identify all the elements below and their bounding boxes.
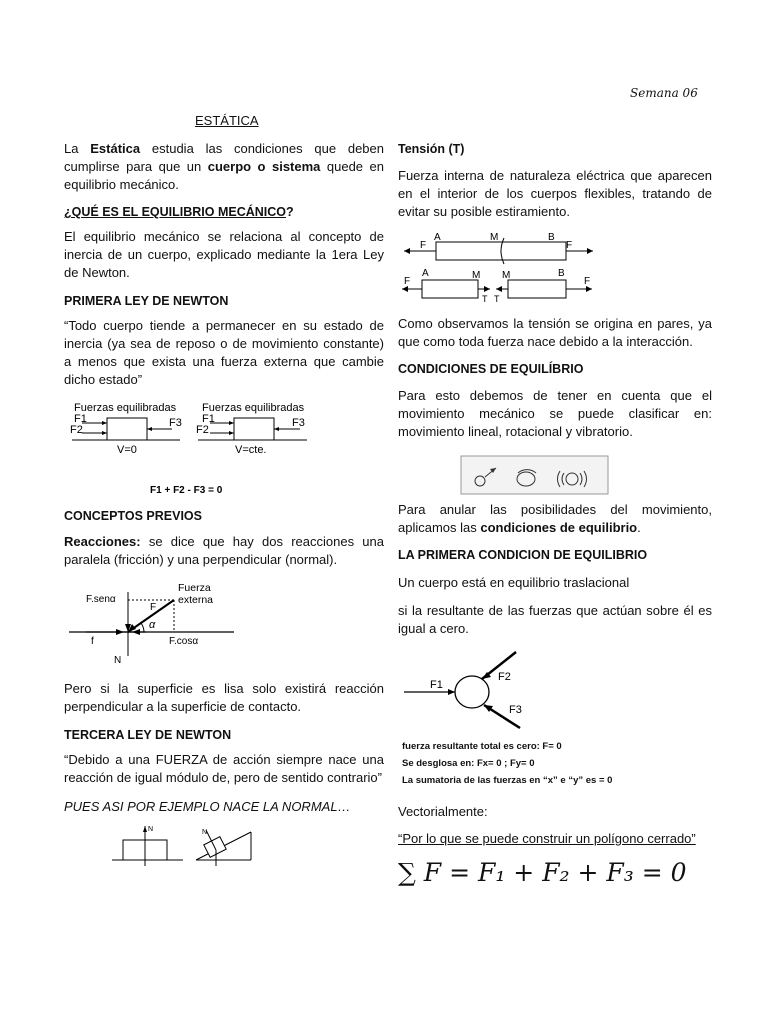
newton3-heading: TERCERA LEY DE NEWTON (64, 728, 232, 742)
fig4-m-1: M (490, 232, 499, 243)
week-label: Semana 06 (630, 86, 698, 100)
fig5-f2: F2 (498, 671, 511, 683)
page-title: ESTÁTICA (195, 113, 259, 128)
fig3-n1: N (148, 826, 154, 833)
cancel-paragraph: Para anular las posibilidades del movimiento, aplicamos las condiciones de equilibrio. (398, 502, 712, 535)
fig4-m-2: M (472, 270, 481, 281)
note-line-1: fuerza resultante total es cero: F= 0 (402, 741, 562, 752)
fig5-f1: F1 (430, 679, 443, 691)
fig2-f: F (150, 602, 157, 613)
newton1-paragraph: “Todo cuerpo tiende a permanecer en su estado de inercia (ya sea de reposo o de movimiento constante) a menos que exista una fuerza externa que cambie dicho estado” (64, 318, 384, 387)
equilibrium-paragraph: El equilibrio mecánico se relaciona al concepto de inercia de un cuerpo, explicado mediante la 1era Ley de Newton. (64, 229, 384, 280)
fig2-friction: f (91, 636, 94, 647)
fig4-t-1: T (482, 294, 488, 304)
fig4-f-3: F (404, 276, 411, 287)
fig2-externa: externa (178, 594, 214, 606)
polygon-statement: “Por lo que se puede construir un polígono cerrado” (398, 831, 696, 846)
question-heading: ¿QUÉ ES EL EQUILIBRIO MECÁNICO? (64, 205, 294, 219)
fig1-label-1: Fuerzas equilibradas (74, 402, 177, 414)
fig1-f3-b: F3 (292, 417, 305, 429)
fig4-m-3: M (502, 270, 511, 281)
normal-example-text: PUES ASI POR EJEMPLO NACE LA NORMAL… (64, 799, 351, 814)
fig1-f3-a: F3 (169, 417, 182, 429)
tension-heading: Tensión (T) (398, 142, 465, 156)
fig1-f1-a: F1 (74, 413, 87, 425)
fig2-fcos: F.cosα (169, 636, 199, 647)
tension-figure (398, 228, 598, 304)
newton1-heading: PRIMERA LEY DE NEWTON (64, 294, 229, 308)
fig4-f-4: F (584, 276, 591, 287)
fig1-v1: V=0 (117, 444, 137, 456)
smooth-surface-paragraph: Pero si la superficie es lisa solo existirá reacción perpendicular a la superficie de contacto. (64, 681, 384, 714)
fig4-a-1: A (434, 232, 441, 243)
fig4-f-2: F (566, 240, 573, 251)
resultant-paragraph: si la resultante de las fuerzas que actúan sobre él es igual a cero. (398, 603, 712, 636)
conditions-paragraph: Para esto debemos de tener en cuenta que el movimiento mecánico se puede clasificar en: movimiento lineal, rotacional y vibratorio. (398, 388, 712, 439)
pairs-paragraph: Como observamos la tensión se origina en pares, ya que como toda fuerza nace debido a la interacción. (398, 316, 712, 349)
first-condition-heading: LA PRIMERA CONDICION DE EQUILIBRIO (398, 548, 648, 562)
fig1-f2-a: F2 (70, 424, 83, 436)
fig4-t-2: T (494, 294, 500, 304)
balanced-forces-figure (62, 396, 322, 496)
tension-paragraph: Fuerza interna de naturaleza eléctrica que aparecen en el interior de los cuerpos flexibles, tratando de evitar su posible estiramiento. (398, 168, 712, 219)
intro-paragraph: La Estática estudia las condiciones que deben cumplirse para que un cuerpo o sistema quede en equilibrio mecánico. (64, 141, 384, 192)
motion-types-figure (460, 455, 610, 497)
vectorial-label: Vectorialmente: (398, 804, 488, 819)
fig2-fsen: F.senα (86, 594, 116, 605)
fig3-n2: N (202, 829, 208, 836)
concurrent-forces-figure (398, 648, 538, 730)
fig4-b-2: B (558, 268, 565, 279)
fig5-f3: F3 (509, 704, 522, 716)
fig1-label-2: Fuerzas equilibradas (202, 402, 305, 414)
fig4-b-1: B (548, 232, 555, 243)
fig2-alpha: α (149, 619, 156, 631)
fig1-f1-b: F1 (202, 413, 215, 425)
fig4-f-1: F (420, 240, 427, 251)
note-line-3: La sumatoria de las fuerzas en “x” e “y” es = 0 (402, 775, 613, 786)
fig1-v2: V=cte. (235, 444, 267, 456)
fig4-a-2: A (422, 268, 429, 279)
fig1-f2-b: F2 (196, 424, 209, 436)
prev-concepts-heading: CONCEPTOS PREVIOS (64, 509, 202, 523)
note-line-2: Se desglosa en: Fx= 0 ; Fy= 0 (402, 758, 535, 769)
fig2-n: N (114, 655, 122, 666)
reactions-paragraph: Reacciones: se dice que hay dos reacciones una paralela (fricción) y una perpendicular (normal). (64, 534, 384, 567)
normal-force-figure (108, 822, 258, 868)
friction-normal-figure (66, 578, 236, 670)
newton3-paragraph: “Debido a una FUERZA de acción siempre nace una reacción de igual módulo de, pero de sentido contrario” (64, 752, 384, 785)
conditions-heading: CONDICIONES DE EQUILÍBRIO (398, 362, 584, 376)
fig2-fuerza: Fuerza (178, 582, 211, 594)
vector-sum-formula: ∑ F = F₁ + F₂ + F₃ = 0 (398, 858, 687, 887)
translational-text: Un cuerpo está en equilibrio traslacional (398, 575, 630, 590)
fig1-equation: F1 + F2 - F3 = 0 (150, 485, 223, 496)
